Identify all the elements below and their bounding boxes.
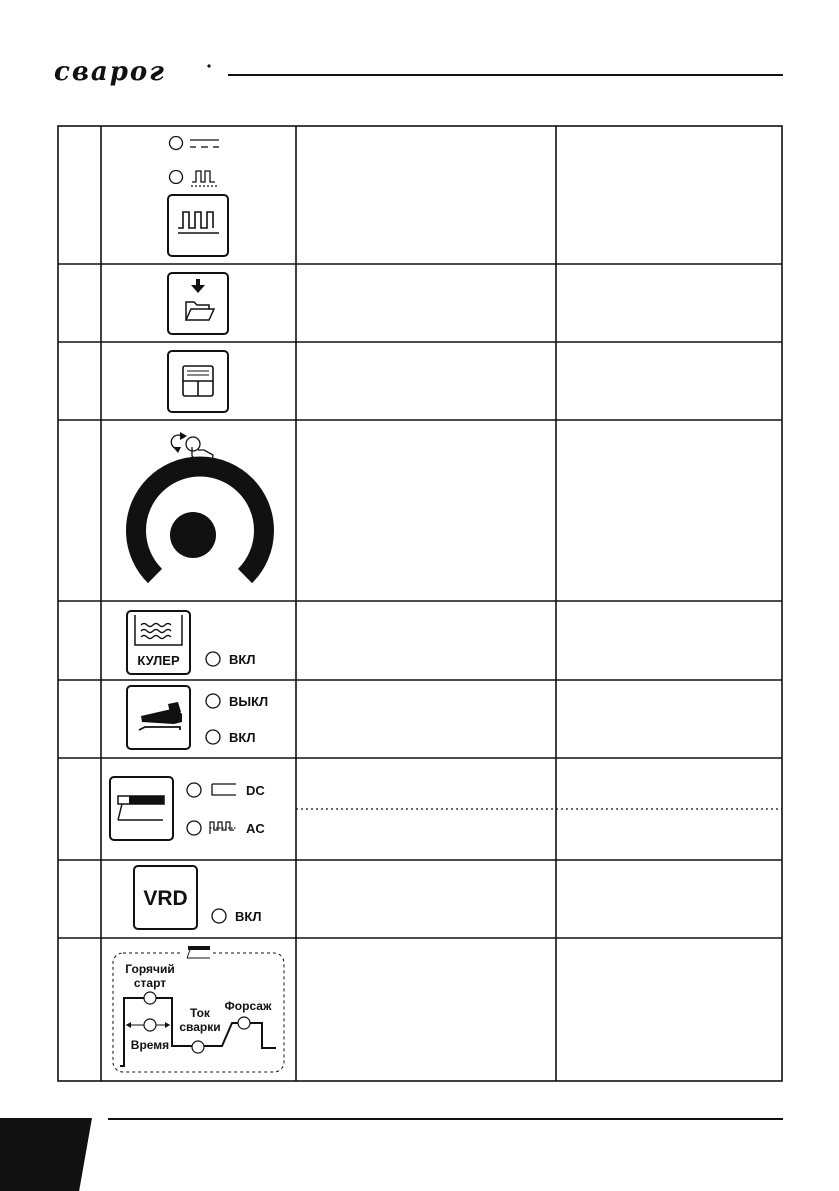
dc-indicator-led — [170, 137, 183, 150]
hot-start-label-2: старт — [133, 976, 167, 990]
arc-force-knob — [238, 1017, 250, 1029]
ac-wave-icon — [210, 822, 236, 834]
dc-mode-icon — [212, 784, 236, 795]
ac-mode-led — [187, 821, 201, 835]
cooler-on-led — [206, 652, 220, 666]
pulse-indicator-led — [170, 171, 183, 184]
time-label: Время — [130, 1038, 170, 1052]
page-number-tab — [0, 1118, 92, 1191]
pedal-off-led — [206, 694, 220, 708]
brand-logo-text: сварог — [54, 58, 166, 87]
pedal-off-label: ВЫКЛ — [229, 694, 269, 709]
current-label-1: Ток — [190, 1006, 210, 1020]
tig-torch-icon[interactable] — [110, 777, 173, 840]
current-knob — [192, 1041, 204, 1053]
dc-mode-label: DC — [246, 783, 265, 798]
vrd-icon[interactable] — [134, 866, 197, 929]
encoder-knob[interactable] — [136, 466, 264, 576]
dc-mode-led — [187, 783, 201, 797]
cooler-label: КУЛЕР — [137, 653, 180, 668]
pedal-on-label: ВКЛ — [229, 730, 256, 745]
time-knob — [144, 1019, 156, 1031]
cooler-on-label: ВКЛ — [229, 652, 256, 667]
hot-start-knob — [144, 992, 156, 1004]
cooler-icon[interactable] — [127, 611, 190, 674]
vrd-label: VRD — [143, 887, 188, 910]
pulse-button-icon[interactable] — [168, 195, 228, 256]
pulse-wave-icon — [191, 171, 219, 186]
footer-rule — [108, 1118, 783, 1120]
foot-pedal-icon[interactable] — [127, 686, 190, 749]
arc-force-label: Форсаж — [224, 999, 272, 1013]
ac-mode-label: AC — [246, 821, 265, 836]
vrd-on-label: ВКЛ — [235, 909, 262, 924]
vrd-on-led — [212, 909, 226, 923]
save-panel-icon[interactable] — [168, 351, 228, 412]
current-label-2: сварки — [179, 1020, 221, 1034]
dc-line-icon — [190, 140, 219, 147]
pedal-on-led — [206, 730, 220, 744]
mma-settings-diagram — [113, 943, 284, 1072]
folder-load-icon[interactable] — [168, 273, 228, 334]
hot-start-label-1: Горячий — [125, 962, 175, 976]
